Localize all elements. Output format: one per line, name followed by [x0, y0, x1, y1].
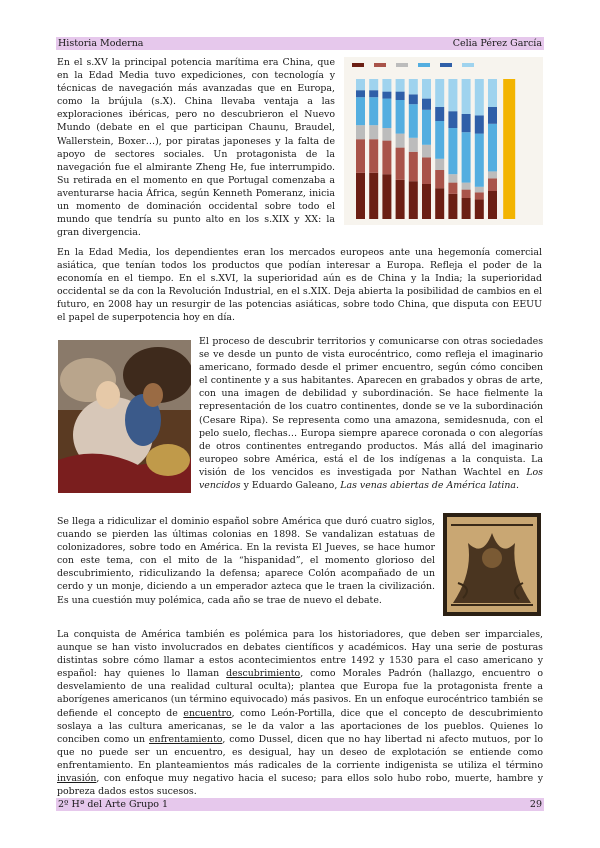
bar-7-s6 [435, 79, 444, 107]
header-author: Celia Pérez García [452, 38, 542, 49]
bar-6-s2 [422, 157, 431, 184]
book-title-vencidos: Los vencidos [199, 466, 543, 492]
legend-swatch-s6 [462, 63, 474, 67]
bar-5-s2 [409, 152, 418, 181]
bar-1-s1 [356, 173, 365, 219]
bar-7-s3 [435, 159, 444, 170]
term-invasion: invasión [57, 773, 97, 785]
bar-9-s3 [462, 183, 471, 190]
bar-4-s2 [396, 148, 405, 180]
bar-11-s1 [488, 191, 497, 219]
bar-5-s6 [409, 79, 418, 94]
p5-text-4: , como Dussel, dicen que no hay libertad ni afecto mutuos, por lo que no puede ser un encuentro, es desigual, hay un deseo de explotación se entiende como enfrentamiento. En planteamientos más radicales de la corriente indigenista se utiliza el término [57, 733, 544, 771]
bar-5-s1 [409, 181, 418, 219]
page-header [56, 37, 544, 50]
paragraph-edad-media: En la Edad Media, los dependientes eran los mercados europeos ante una hegemonía comercial asiática, que tenían todos los productos que podían interesar a Europa. Refleja el poder de la economía en el tiempo. En el s.XVI, la superioridad aún es de China y la India; la superioridad occidental se da con la Revolución Industrial, en el s.XIX. Deja abierta la posibilidad de cambios en el futuro, en 2008 hay un resurgir de las potencias asiáticas, sobre todo China, que disputa con EEUU el papel de superpotencia hoy en día. [57, 247, 542, 324]
bar-1-s3 [356, 125, 365, 139]
bar-7-s1 [435, 188, 444, 219]
bar-10-s3 [475, 187, 484, 193]
bar-9-s4 [462, 132, 471, 182]
engraving-image [443, 513, 541, 616]
bar-2-s5 [369, 90, 378, 97]
bar-9-s5 [462, 114, 471, 132]
footer-course: 2º Hª del Arte Grupo 1 [58, 799, 169, 810]
bar-6-s5 [422, 99, 431, 110]
bar-2-s4 [369, 97, 378, 125]
legend-swatch-s3 [396, 63, 408, 67]
term-encuentro: encuentro [183, 707, 232, 719]
bar-1-s2 [356, 139, 365, 173]
bar-2-s2 [369, 139, 378, 173]
bar-9-s6 [462, 79, 471, 114]
bar-8-s1 [448, 194, 457, 219]
bar-3-s5 [382, 92, 391, 99]
bar-10-s1 [475, 199, 484, 219]
bar-1-s6 [356, 79, 365, 90]
p5-text-1: La conquista de América también es polémica para los historiadores, que deben ser imparciales, aunque se han visto involucrados en debates científicos y académicos. Hay una serie de posturas distintas sobre cómo llamar a estos acontecimientos entre 1492 y 1530 para el caso americano y español: hay quienes lo llaman [57, 629, 543, 680]
p3-text-2: y Eduardo Galeano, [240, 480, 341, 492]
bar-10-s4 [475, 134, 484, 187]
paragraph-imaginario [199, 335, 543, 492]
bar-3-s4 [382, 99, 391, 128]
bar-11-s5 [488, 107, 497, 124]
world-share-chart [342, 55, 545, 227]
legend-swatch-s4 [418, 63, 430, 67]
bar-6-s4 [422, 110, 431, 145]
bar-4-s1 [396, 180, 405, 219]
bar-7-s5 [435, 107, 444, 121]
bar-7-s4 [435, 121, 444, 159]
term-enfrentamiento: enfrentamiento [149, 733, 223, 745]
bar-4-s5 [396, 92, 405, 100]
bar-2-s1 [369, 173, 378, 219]
book-title-venas: Las venas abiertas de América latina [340, 480, 516, 492]
bar-5-s3 [409, 138, 418, 152]
p3-text-3: . [515, 480, 519, 492]
bar-6-s6 [422, 79, 431, 99]
bar-11-s4 [488, 124, 497, 172]
bar-3-s2 [382, 141, 391, 175]
p5-text-5: , con enfoque muy negativo hacia el suceso; para ellos solo hubo robo, muerte, hambre y pobreza dados estos sucesos. [57, 773, 543, 798]
bar-6-s3 [422, 145, 431, 158]
header-title: Historia Moderna [58, 38, 144, 49]
bar-11-s3 [488, 171, 497, 178]
legend-swatch-s2 [374, 63, 386, 67]
bar-8-s3 [448, 174, 457, 182]
legend-swatch-s5 [440, 63, 452, 67]
bar-3-s1 [382, 174, 391, 219]
p3-text-1: El proceso de descubrir territorios y comunicarse con otras sociedades se ve desde un punto de vista eurocéntrico, como refleja el imaginario americano, formado desde el primer encuentro, según cómo conciben el continente y a sus habitantes. Aparecen en grabados y obras de arte, con una imagen de debilidad y subordinación. Se hace fielmente la representación de los cuatro continentes, donde se ve la subordinación (Cesare Ripa). Se representa como una amazona, semidesnuda, con el pelo suelo, flechas… Europa siempre aparece coronada o con alegorías de otros continentes entregando productos. Más allá del imaginario europeo sobre América, está el de los indígenas a la conquista. La visión de los vencidos es investigada por Nathan Wachtel en [199, 336, 543, 478]
bar-9-s1 [462, 198, 471, 219]
bar-6-s1 [422, 184, 431, 219]
bar-7-s2 [435, 170, 444, 188]
bar-8-s2 [448, 183, 457, 194]
bar-1-s5 [356, 90, 365, 97]
p5-text-3: , como León-Portilla, dice que el concepto de descubrimiento soslaya a las cultura americanas, se le da valor a las aportaciones de los pueblos. Quienes lo conciben como un [57, 707, 543, 745]
bar-5-s4 [409, 104, 418, 138]
bar-4-s3 [396, 134, 405, 148]
bar-3-s6 [382, 79, 391, 92]
bar-1-s4 [356, 97, 365, 125]
legend-swatch-s1 [352, 63, 364, 67]
paragraph-ridiculizar: Se llega a ridiculizar el dominio español sobre América que duró cuatro siglos, cuando se pierden las últimas colonias en 1898. Se vandalizan estatuas de colonizadores, sobre todo en América. En la revista El Jueves, se hace humor con este tema, con el mito de la “hispanidad”, el momento glorioso del descubrimiento, ridiculizando la defensa; aparece Colón acompañado de un cerdo y un monje, diciendo a un emperador azteca que le traen la civilización. Es una cuestión muy polémica, cada año se trae de nuevo el debate. [57, 516, 435, 606]
bar-2-s3 [369, 125, 378, 139]
bar-3-s3 [382, 128, 391, 141]
bar-2-s6 [369, 79, 378, 90]
bar-8-s4 [448, 128, 457, 174]
bar-10-s5 [475, 115, 484, 133]
p5-text-2: , como Morales Padrón (hallazgo, encuentro o desvelamiento de una realidad cultural oculta); plantea que Europa fue la protagonista frente a aborígenes americanos (un término equivocado) más pasivos. En un enfoque eurocéntrico también se defiende el concepto de [57, 668, 543, 719]
bar-11-s2 [488, 178, 497, 191]
bar-4-s6 [396, 79, 405, 92]
bar-8-s6 [448, 79, 457, 111]
paragraph-china: En el s.XV la principal potencia marítima era China, que en la Edad Media tuvo expediciones, con tecnología y técnicas de navegación más avanzadas que en Europa, como la brújula (s.X). China llevaba ventaja a las exploraciones ibéricas, pero no descubrieron el Nuevo Mundo (debate en el que participan Chaunu, Braudel, Wallerstein, Boxer…), por piratas japoneses y la falta de apoyo de sectores sociales. Un protagonista de la navegación fue el almirante Zheng He, fue interrumpido. Su retirada en el momento en que Portugal comenzaba a aventurarse hacia África, según Kenneth Pomeranz, inicia un momento de dominación occidental sobre todo el mundo que tendría su punto alto en los s.XIX y XX: la gran divergencia. [57, 57, 335, 239]
bar-5-s5 [409, 94, 418, 104]
bar-highlight-column [503, 79, 515, 219]
term-descubrimiento: descubrimiento [226, 668, 301, 680]
allegory-painting [58, 340, 191, 493]
paragraph-conquista [57, 628, 543, 798]
bar-11-s6 [488, 79, 497, 107]
page-footer [56, 798, 544, 811]
page-number: 29 [529, 799, 542, 810]
bar-8-s5 [448, 111, 457, 128]
bar-4-s4 [396, 100, 405, 134]
bar-10-s2 [475, 192, 484, 199]
bar-10-s6 [475, 79, 484, 115]
bar-9-s2 [462, 190, 471, 198]
